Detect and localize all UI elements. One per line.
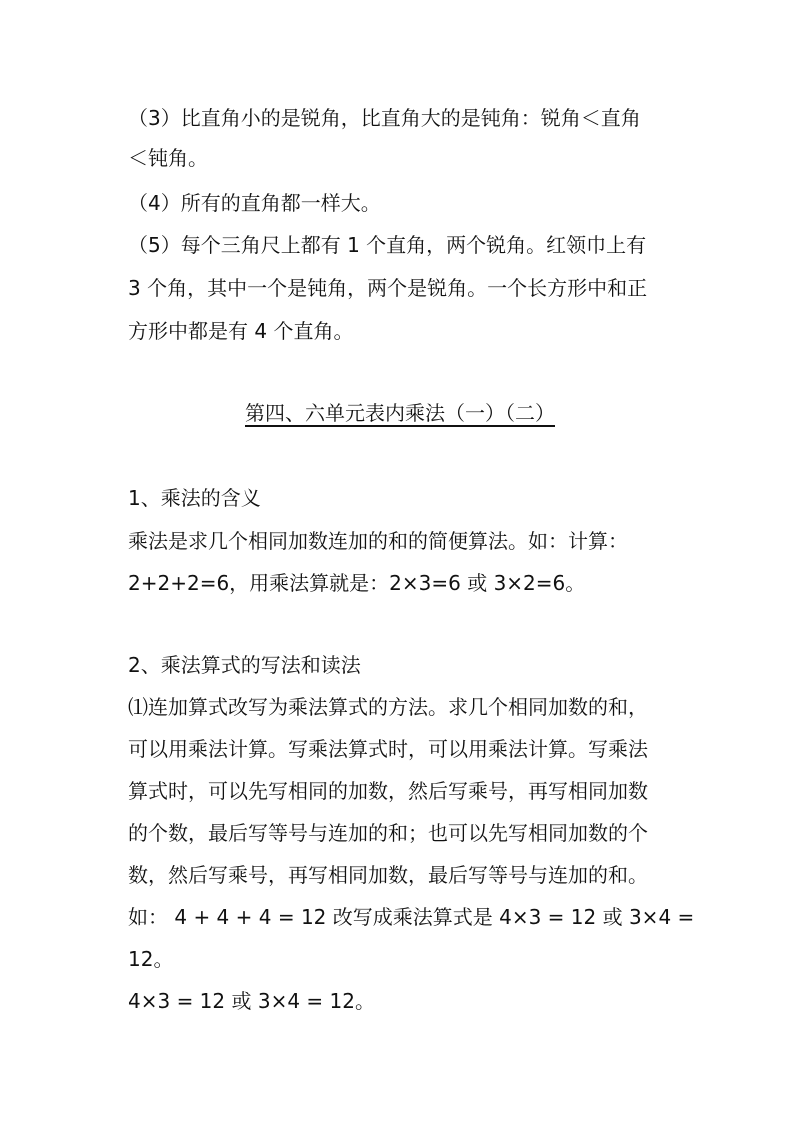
section-title — [0, 400, 800, 426]
section2-line-1: ⑴连加算式改写为乘法算式的方法。求几个相同加数的和， — [128, 695, 648, 719]
section2-line-2: 可以用乘法计算。写乘法算式时，可以用乘法计算。写乘法 — [128, 737, 648, 761]
item-5-line-2: 3 个角，其中一个是钝角，两个是锐角。一个长方形中和正 — [128, 276, 648, 300]
section1-heading: 1、乘法的含义 — [128, 486, 261, 510]
item-3-line-2: ＜钝角。 — [128, 146, 208, 170]
item-5-line-3: 方形中都是有 4 个直角。 — [128, 319, 354, 343]
item-4-line-1: （4）所有的直角都一样大。 — [128, 191, 381, 215]
section2-line-5: 数，然后写乘号，再写相同加数，最后写等号与连加的和。 — [128, 863, 648, 887]
section2-line-6: 如： 4 + 4 + 4 = 12 改写成乘法算式是 4×3 = 12 或 3×4 = — [128, 905, 695, 929]
item-3-line-1: （3）比直角小的是锐角，比直角大的是钝角：锐角＜直角 — [128, 106, 641, 130]
section2-heading: 2、乘法算式的写法和读法 — [128, 653, 361, 677]
section2-line-3: 算式时，可以先写相同的加数，然后写乘号，再写相同加数 — [128, 779, 648, 803]
section2-line-7: 12。 — [128, 947, 174, 971]
section2-line-4: 的个数，最后写等号与连加的和；也可以先写相同加数的个 — [128, 821, 648, 845]
section2-line-8: 4×3 = 12 或 3×4 = 12。 — [128, 989, 375, 1013]
section1-line-1: 乘法是求几个相同加数连加的和的简便算法。如：计算： — [128, 529, 628, 553]
section-title-text: 第四、六单元表内乘法（一）（二） — [245, 401, 555, 425]
section1-line-2: 2+2+2=6，用乘法算就是：2×3=6 或 3×2=6。 — [128, 571, 586, 595]
item-5-line-1: （5）每个三角尺上都有 1 个直角，两个锐角。红领巾上有 — [128, 233, 647, 257]
